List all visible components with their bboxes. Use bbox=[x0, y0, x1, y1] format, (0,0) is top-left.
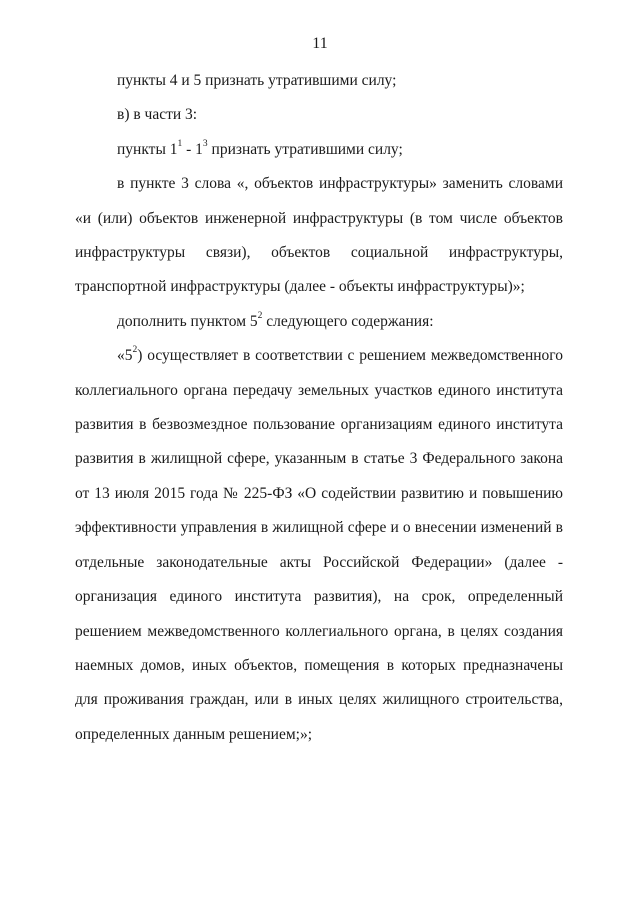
document-body bbox=[75, 64, 563, 752]
page-number: 11 bbox=[312, 35, 328, 52]
paragraph-text-middle: - 1 bbox=[182, 140, 203, 158]
paragraph-text: в пункте 3 слова «, объектов инфраструктуры» заменить словами «и (или) объектов инженерной инфраструктуры (в том числе объектов инфраструктуры связи), объектов социальной инфраструктуры, транспортной инфраструктуры (далее - объекты инфраструктуры)»; bbox=[75, 175, 563, 296]
paragraph-text-end: следующего содержания: bbox=[262, 312, 434, 330]
paragraph-text-end: ) осуществляет в соответствии с решением межведомственного коллегиального органа передачу земельных участков единого института развития в безвозмездное пользование организациям единого института развития в жилищной сфере, указанным в статье 3 Федерального закона от 13 июля 2015 года № 225-ФЗ «О содействии развитию и повышению эффективности управления в жилищной сфере и о внесении изменений в отдельные законодательные акты Российской Федерации» (далее - организация единого института развития), на срок, определенный решением межведомственного коллегиального органа, в целях создания наемных домов, иных объектов, помещения в которых предназначены для проживания граждан, или в иных целях жилищного строительства, определенных данным решением;»; bbox=[75, 347, 563, 743]
paragraph-items-4-5-repealed bbox=[75, 64, 563, 98]
paragraph-item-3-replacement bbox=[75, 167, 563, 305]
paragraph-text-end: признать утратившими силу; bbox=[207, 140, 403, 158]
paragraph-text: в) в части 3: bbox=[117, 106, 198, 124]
paragraph-part-3-heading bbox=[75, 98, 563, 132]
paragraph-items-1-1-to-1-3-repealed bbox=[75, 133, 563, 167]
paragraph-text-start: дополнить пунктом 5 bbox=[117, 312, 258, 330]
paragraph-add-item-5-2 bbox=[75, 305, 563, 339]
superscript-item-number: 2 bbox=[257, 310, 263, 321]
paragraph-item-5-2-content bbox=[75, 339, 563, 752]
superscript-first-item: 1 bbox=[177, 138, 183, 149]
paragraph-text: пункты 4 и 5 признать утратившими силу; bbox=[117, 72, 397, 89]
superscript-item-number: 2 bbox=[132, 345, 138, 356]
superscript-last-item: 3 bbox=[202, 138, 208, 149]
paragraph-text-start: пункты 1 bbox=[117, 140, 178, 158]
paragraph-text-start: «5 bbox=[117, 347, 133, 365]
